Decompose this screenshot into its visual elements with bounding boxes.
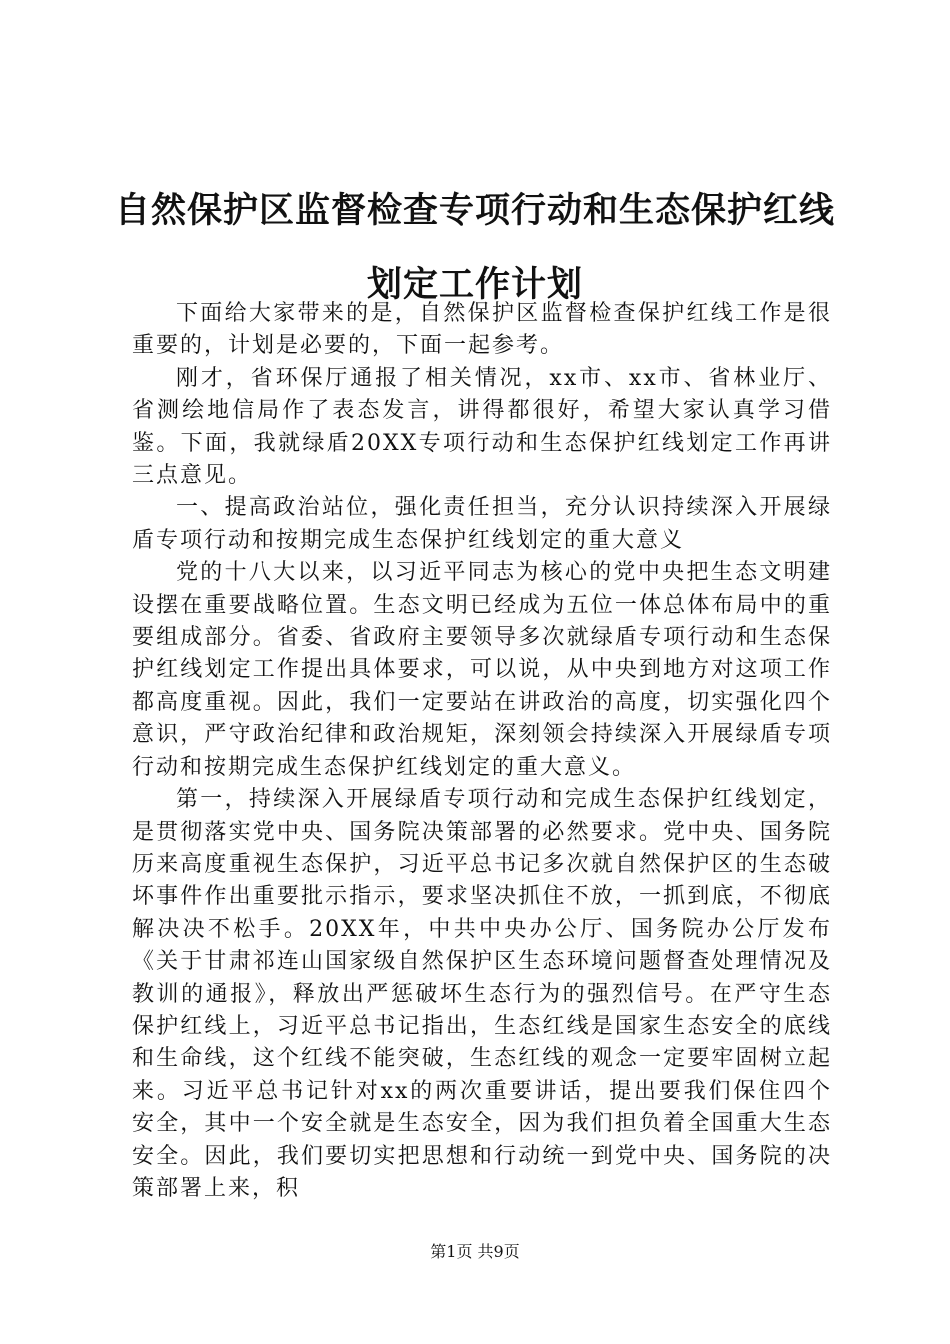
paragraph-background: 党的十八大以来，以习近平同志为核心的党中央把生态文明建设摆在重要战略位置。生态文明已经成为五位一体总体布局中的重要组成部分。省委、省政府主要领导多次就绿盾专项行动和生态保护红线划定工作提出具体要求，可以说，从中央到地方对这项工作都高度重视。因此，我们一定要站在讲政治的高度，切实强化四个意识，严守政治纪律和政治规矩，深刻领会持续深入开展绿盾专项行动和按期完成生态保护红线划定的重大意义。 — [132, 560, 832, 780]
document-body — [132, 298, 832, 1205]
paragraph-opening: 刚才，省环保厅通报了相关情况，xx市、xx市、省林业厅、省测绘地信局作了表态发言，讲得都很好，希望大家认真学习借鉴。下面，我就绿盾20XX专项行动和生态保护红线划定工作再讲三点意见。 — [132, 365, 832, 489]
section-heading-1: 一、提高政治站位，强化责任担当，充分认识持续深入开展绿盾专项行动和按期完成生态保护红线划定的重大意义 — [132, 495, 832, 553]
paragraph-first-point: 第一，持续深入开展绿盾专项行动和完成生态保护红线划定，是贯彻落实党中央、国务院决策部署的必然要求。党中央、国务院历来高度重视生态保护，习近平总书记多次就自然保护区的生态破坏事件作出重要批示指示，要求坚决抓住不放，一抓到底，不彻底解决决不松手。20XX年，中共中央办公厅、国务院办公厅发布《关于甘肃祁连山国家级自然保护区生态环境问题督查处理情况及教训的通报》，释放出严惩破坏生态行为的强烈信号。在严守生态保护红线上，习近平总书记指出，生态红线是国家生态安全的底线和生命线，这个红线不能突破，生态红线的观念一定要牢固树立起来。习近平总书记针对xx的两次重要讲话，提出要我们保住四个安全，其中一个安全就是生态安全，因为我们担负着全国重大生态安全。因此，我们要切实把思想和行动统一到党中央、国务院的决策部署上来，积 — [132, 787, 832, 1201]
paragraph-intro: 下面给大家带来的是，自然保护区监督检查保护红线工作是很重要的，计划是必要的，下面一起参考。 — [132, 301, 832, 359]
document-title: 自然保护区监督检查专项行动和生态保护红线划定工作计划 — [114, 191, 835, 305]
page-footer: 第1页 共9页 — [430, 1242, 520, 1261]
